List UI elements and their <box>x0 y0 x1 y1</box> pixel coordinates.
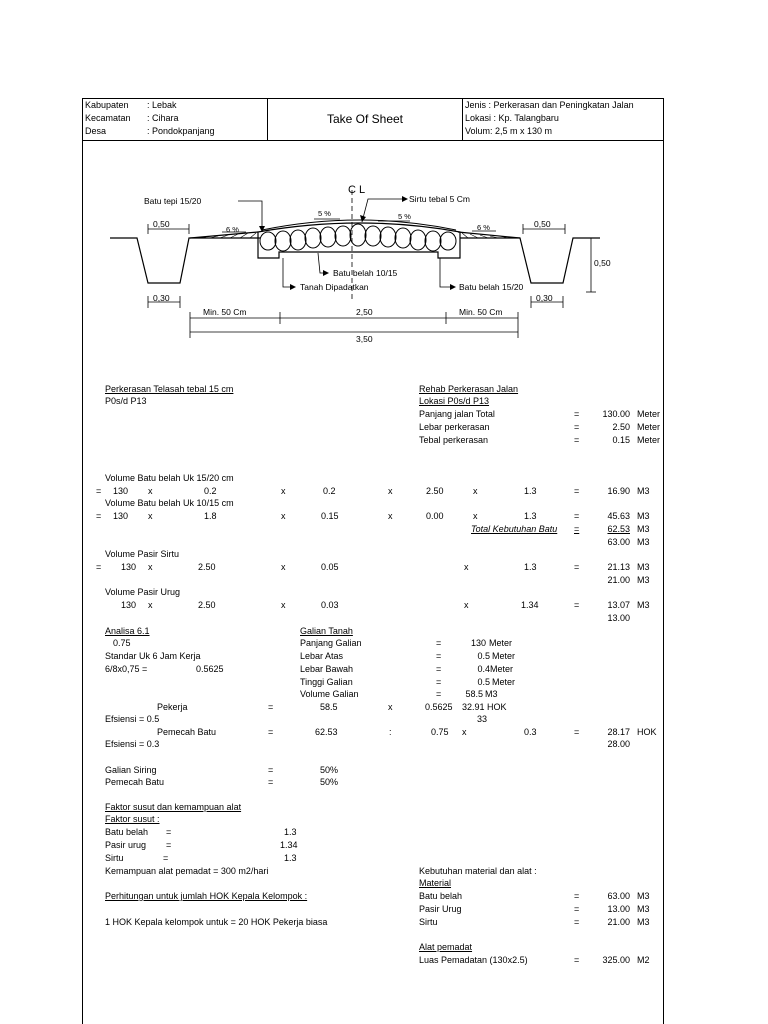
pasir-urug-length: 130 <box>121 600 137 610</box>
volum-text: Volum: 2,5 m x 130 m <box>465 126 553 136</box>
row-marker-2 <box>82 497 83 509</box>
pekerja-result: 32.91 HOK <box>462 702 507 712</box>
panjang-galian-value: 130 <box>470 638 486 648</box>
material-batu-label: Batu belah <box>419 891 463 901</box>
luas-eq: = <box>574 955 580 965</box>
lebar-bawah-unit: Meter <box>490 664 514 674</box>
pekerja-round: 33 <box>477 714 488 724</box>
sirtu-label: Sirtu tebal 5 Cm <box>409 194 470 204</box>
pasir-urug-x1: x <box>148 600 153 610</box>
tinggi-galian-value: 0.5 <box>477 677 490 687</box>
lebar-eq: = <box>574 422 580 432</box>
slope-5-right: 5 % <box>398 212 411 221</box>
lebar-unit: Meter <box>637 422 661 432</box>
pasir-sirtu-round-unit: M3 <box>637 575 650 585</box>
galian-title: Galian Tanah <box>300 626 353 636</box>
perkerasan-sub: P0s/d P13 <box>105 396 147 406</box>
pasir-urug-result: 13.07 <box>607 600 630 610</box>
kebutuhan-title: Kebutuhan material dan alat : <box>419 866 537 876</box>
batu1520-unit: M3 <box>637 486 650 496</box>
batu1520-val3: 2.50 <box>426 486 444 496</box>
batu1520-eq: = <box>96 486 102 496</box>
lebar-label: Lebar perkerasan <box>419 422 490 432</box>
pasir-sirtu-length: 130 <box>121 562 137 572</box>
luas-label: Luas Pemadatan (130x2.5) <box>419 955 528 965</box>
jenis-text: Jenis : Perkerasan dan Peningkatan Jalan <box>465 100 634 110</box>
batu1015-eq: = <box>96 511 102 521</box>
pekerja-eq: = <box>268 702 274 712</box>
pemecah-siring-eq: = <box>268 777 274 787</box>
dim-350: 3,50 <box>356 334 373 344</box>
batu1015-val3: 0.00 <box>426 511 444 521</box>
tinggi-galian-unit: Meter <box>492 677 516 687</box>
pemecah-siring-label: Pemecah Batu <box>105 777 165 787</box>
galian-siring-eq: = <box>268 765 274 775</box>
batu1520-val1: 0.2 <box>204 486 217 496</box>
pemecah-x: x <box>462 727 467 737</box>
hok-title: Perhitungan untuk jumlah HOK Kepala Kelompok : <box>105 891 308 901</box>
batu1015-x3: x <box>388 511 393 521</box>
total-batu-value: 62.53 <box>607 524 630 534</box>
faktor-pasir-value: 1.34 <box>280 840 298 850</box>
tinggi-galian-label: Tinggi Galian <box>300 677 353 687</box>
lebar-atas-eq: = <box>436 651 442 661</box>
faktor-title: Faktor susut dan kemampuan alat <box>105 802 242 812</box>
pasir-sirtu-eq: = <box>96 562 102 572</box>
pemecah-divisor: 0.75 <box>431 727 449 737</box>
batu1015-val4: 1.3 <box>524 511 537 521</box>
lebar-atas-unit: Meter <box>492 651 516 661</box>
rehab-sub: Lokasi P0s/d P13 <box>419 396 490 406</box>
dim-050-right: 0,50 <box>534 219 551 229</box>
dim-min50-left: Min. 50 Cm <box>203 307 247 317</box>
pasir-urug-eq: = <box>574 600 580 610</box>
row-marker-1 <box>82 483 83 495</box>
faktor-sirtu-value: 1.3 <box>284 853 297 863</box>
total-batu-round: 63.00 <box>607 537 630 547</box>
road-cross-section-diagram <box>0 0 768 360</box>
batu1520-x1: x <box>148 486 153 496</box>
material-sirtu-label: Sirtu <box>419 917 438 927</box>
batu1520-val2: 0.2 <box>323 486 336 496</box>
panjang-galian-label: Panjang Galian <box>300 638 362 648</box>
desa-value: : Pondokpanjang <box>147 126 215 136</box>
pemecah-siring-value: 50% <box>320 777 339 787</box>
sheet-title: Take Of Sheet <box>326 112 404 126</box>
faktor-batu-label: Batu belah <box>105 827 149 837</box>
calc-value: 0.5625 <box>196 664 224 674</box>
dim-050-vertical: 0,50 <box>594 258 611 268</box>
pasir-urug-round: 13.00 <box>607 613 630 623</box>
material-batu-eq: = <box>574 891 580 901</box>
faktor-sirtu-label: Sirtu <box>105 853 124 863</box>
material-pasir-value: 13.00 <box>607 904 630 914</box>
pasir-sirtu-label: Volume Pasir Sirtu <box>105 549 180 559</box>
pasir-urug-val3: 1.34 <box>521 600 539 610</box>
pasir-urug-val2: 0.03 <box>321 600 339 610</box>
material-pasir-unit: M3 <box>637 904 650 914</box>
total-batu-eq: = <box>574 524 580 534</box>
dim-030-right: 0,30 <box>536 293 553 303</box>
material-batu-value: 63.00 <box>607 891 630 901</box>
batu1520-x2: x <box>281 486 286 496</box>
batu1015-x1: x <box>148 511 153 521</box>
pemecah-eq: = <box>268 727 274 737</box>
pasir-sirtu-round: 21.00 <box>607 575 630 585</box>
standar-text: Standar Uk 6 Jam Kerja <box>105 651 201 661</box>
total-batu-unit: M3 <box>637 524 650 534</box>
material-batu-unit: M3 <box>637 891 650 901</box>
pasir-sirtu-x2: x <box>281 562 286 572</box>
batu1015-x2: x <box>281 511 286 521</box>
pasir-urug-unit: M3 <box>637 600 650 610</box>
pemecah-label: Pemecah Batu <box>157 727 217 737</box>
kabupaten-value: : Lebak <box>147 100 177 110</box>
pemecah-value: 62.53 <box>315 727 338 737</box>
lebar-bawah-label: Lebar Bawah <box>300 664 354 674</box>
centerline-label: C L <box>348 184 366 196</box>
tebal-label: Tebal perkerasan <box>419 435 489 445</box>
galian-siring-label: Galian Siring <box>105 765 157 775</box>
lokasi-text: Lokasi : Kp. Talangbaru <box>465 113 559 123</box>
pasir-sirtu-eq2: = <box>574 562 580 572</box>
pasir-sirtu-x3: x <box>464 562 469 572</box>
slope-6-right: 6 % <box>477 223 490 232</box>
analisa-title: Analisa 6.1 <box>105 626 150 636</box>
material-pasir-label: Pasir Urug <box>419 904 462 914</box>
batu1520-result: 16.90 <box>607 486 630 496</box>
batu1520-x3: x <box>388 486 393 496</box>
pasir-urug-x3: x <box>464 600 469 610</box>
batu1015-label: Volume Batu belah Uk 10/15 cm <box>105 498 234 508</box>
panjang-galian-eq: = <box>436 638 442 648</box>
perkerasan-title: Perkerasan Telasah tebal 15 cm <box>105 384 234 394</box>
kemampuan-text: Kemampuan alat pemadat = 300 m2/hari <box>105 866 269 876</box>
lebar-bawah-eq: = <box>436 664 442 674</box>
faktor-pasir-eq: = <box>166 840 172 850</box>
pekerja-mult: 0.5625 <box>425 702 453 712</box>
material-pasir-eq: = <box>574 904 580 914</box>
pasir-sirtu-unit: M3 <box>637 562 650 572</box>
pemecah-eq2: = <box>574 727 580 737</box>
dim-030-left: 0,30 <box>153 293 170 303</box>
efisiensi-1: Efsiensi = 0.5 <box>105 714 160 724</box>
pasir-sirtu-val2: 0.05 <box>321 562 339 572</box>
dim-min50-right: Min. 50 Cm <box>459 307 503 317</box>
dim-050-left: 0,50 <box>153 219 170 229</box>
slope-6-left: 6 % <box>226 225 239 234</box>
panjang-galian-unit: Meter <box>489 638 513 648</box>
material-sirtu-value: 21.00 <box>607 917 630 927</box>
material-sirtu-unit: M3 <box>637 917 650 927</box>
batu1520-eq2: = <box>574 486 580 496</box>
material-title: Material <box>419 878 452 888</box>
faktor-pasir-label: Pasir urug <box>105 840 147 850</box>
lebar-atas-value: 0.5 <box>477 651 490 661</box>
volume-galian-unit: M3 <box>485 689 498 699</box>
total-batu-round-unit: M3 <box>637 537 650 547</box>
pemecah-mult: 0.3 <box>524 727 537 737</box>
luas-value: 325.00 <box>602 955 630 965</box>
pasir-sirtu-val3: 1.3 <box>524 562 537 572</box>
material-sirtu-eq: = <box>574 917 580 927</box>
faktor-batu-eq: = <box>166 827 172 837</box>
pemecah-unit: HOK <box>637 727 657 737</box>
faktor-batu-value: 1.3 <box>284 827 297 837</box>
tanah-label: Tanah Dipadatkan <box>300 282 369 292</box>
calc-text: 6/8x0,75 = <box>105 664 148 674</box>
pasir-sirtu-result: 21.13 <box>607 562 630 572</box>
batu1520-x4: x <box>473 486 478 496</box>
faktor-sub: Faktor susut : <box>105 814 160 824</box>
pekerja-x: x <box>388 702 393 712</box>
panjang-label: Panjang jalan Total <box>419 409 495 419</box>
alat-title: Alat pemadat <box>419 942 473 952</box>
pekerja-label: Pekerja <box>157 702 188 712</box>
desa-label: Desa <box>85 126 107 136</box>
panjang-unit: Meter <box>637 409 661 419</box>
kecamatan-label: Kecamatan <box>85 113 131 123</box>
batu1015-result: 45.63 <box>607 511 630 521</box>
batu1520-length: 130 <box>113 486 129 496</box>
pemecah-round: 28.00 <box>607 739 630 749</box>
batu1015-val2: 0.15 <box>321 511 339 521</box>
pasir-urug-val1: 2.50 <box>198 600 216 610</box>
kecamatan-value: : Cihara <box>147 113 179 123</box>
batu1015-x4: x <box>473 511 478 521</box>
pekerja-value: 58.5 <box>320 702 338 712</box>
pasir-sirtu-val1: 2.50 <box>198 562 216 572</box>
batu-belah-1520-label: Batu belah 15/20 <box>459 282 524 292</box>
batu1015-eq2: = <box>574 511 580 521</box>
pemecah-result: 28.17 <box>607 727 630 737</box>
tinggi-galian-eq: = <box>436 677 442 687</box>
lebar-value: 2.50 <box>612 422 630 432</box>
pasir-urug-label: Volume Pasir Urug <box>105 587 181 597</box>
batu-belah-1015-label: Batu belah 10/15 <box>333 268 398 278</box>
batu1015-val1: 1.8 <box>204 511 217 521</box>
dim-250: 2,50 <box>356 307 373 317</box>
panjang-value: 130.00 <box>602 409 630 419</box>
kabupaten-label: Kabupaten <box>85 100 129 110</box>
pemecah-div: : <box>389 727 392 737</box>
lebar-atas-label: Lebar Atas <box>300 651 344 661</box>
pasir-urug-x2: x <box>281 600 286 610</box>
volume-galian-eq: = <box>436 689 442 699</box>
batu1015-length: 130 <box>113 511 129 521</box>
luas-unit: M2 <box>637 955 650 965</box>
analisa-075: 0.75 <box>113 638 131 648</box>
pasir-sirtu-x1: x <box>148 562 153 572</box>
faktor-sirtu-eq: = <box>163 853 169 863</box>
tebal-value: 0.15 <box>612 435 630 445</box>
lebar-bawah-value: 0.4 <box>477 664 490 674</box>
panjang-eq: = <box>574 409 580 419</box>
rehab-title: Rehab Perkerasan Jalan <box>419 384 519 394</box>
galian-siring-value: 50% <box>320 765 339 775</box>
tebal-eq: = <box>574 435 580 445</box>
tebal-unit: Meter <box>637 435 661 445</box>
batu1520-val4: 1.3 <box>524 486 537 496</box>
total-batu-label: Total Kebutuhan Batu <box>471 524 558 534</box>
volume-galian-label: Volume Galian <box>300 689 359 699</box>
volume-galian-value: 58.5 <box>465 689 483 699</box>
batu1015-unit: M3 <box>637 511 650 521</box>
hok-text: 1 HOK Kepala kelompok untuk = 20 HOK Pekerja biasa <box>105 917 328 927</box>
slope-5-left: 5 % <box>318 209 331 218</box>
efisiensi-2: Efsiensi = 0.3 <box>105 739 160 749</box>
batu-tepi-label: Batu tepi 15/20 <box>144 196 202 206</box>
batu1520-label: Volume Batu belah Uk 15/20 cm <box>105 473 234 483</box>
